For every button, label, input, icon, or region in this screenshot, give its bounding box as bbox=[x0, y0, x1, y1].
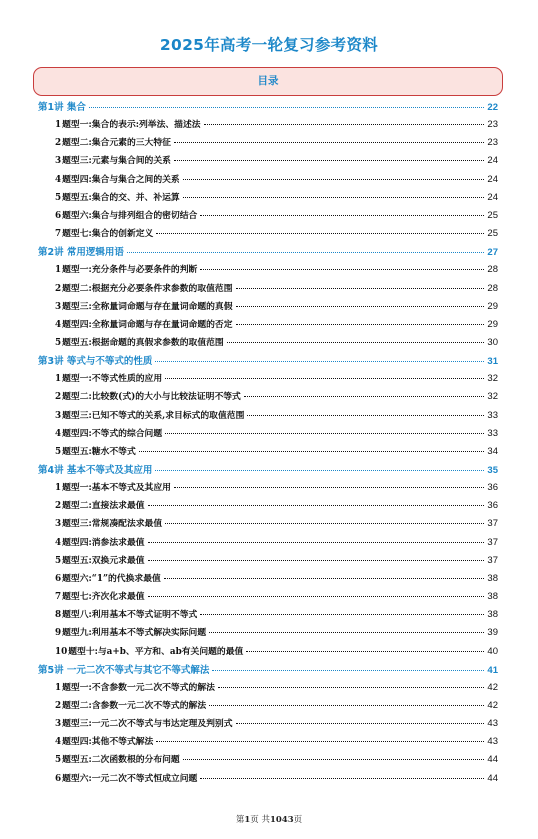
toc-header: 目录 bbox=[33, 67, 503, 96]
dot-leader bbox=[127, 252, 485, 253]
toc-entry-page-number: 43 bbox=[487, 718, 498, 730]
toc-entry-text: 题型三:常规凑配法求最值 bbox=[62, 519, 163, 530]
toc-entry-page-number: 37 bbox=[487, 554, 498, 566]
toc-entry-label bbox=[55, 480, 171, 493]
toc-entry-label bbox=[38, 462, 152, 476]
toc-chapter-entry[interactable] bbox=[38, 244, 498, 260]
toc-item-entry[interactable] bbox=[55, 698, 498, 714]
toc-item-entry[interactable] bbox=[55, 734, 498, 750]
toc-entry-text: 题型八:利用基本不等式证明不等式 bbox=[62, 610, 198, 621]
toc-entry-text: 题型六:一元二次不等式恒成立问题 bbox=[62, 773, 198, 784]
toc-entry-number: 6 bbox=[55, 773, 62, 784]
toc-entry-label bbox=[55, 698, 206, 711]
toc-item-entry[interactable] bbox=[55, 153, 498, 169]
toc-item-entry[interactable] bbox=[55, 589, 498, 605]
toc-entry-page-number: 24 bbox=[487, 191, 498, 203]
dot-leader bbox=[148, 542, 485, 543]
dot-leader bbox=[236, 723, 485, 724]
dot-leader bbox=[148, 505, 485, 506]
toc-item-entry[interactable] bbox=[55, 135, 498, 151]
dot-leader bbox=[218, 687, 485, 688]
dot-leader bbox=[156, 233, 484, 234]
toc-entry-text: 题型一:不含参数一元二次不等式的解法 bbox=[62, 682, 215, 693]
toc-entry-label bbox=[38, 99, 86, 113]
toc-entry-page-number: 29 bbox=[487, 300, 498, 312]
toc-item-entry[interactable] bbox=[55, 644, 498, 660]
toc-entry-number: 6 bbox=[55, 573, 62, 584]
toc-entry-text: 题型三:已知不等式的关系,求目标式的取值范围 bbox=[62, 410, 245, 421]
toc-item-entry[interactable] bbox=[55, 226, 498, 242]
toc-item-entry[interactable] bbox=[55, 317, 498, 333]
toc-entry-text: 题型五:二次函数根的分布问题 bbox=[62, 755, 180, 766]
toc-entry-number: 3 bbox=[55, 519, 62, 530]
toc-entry-label bbox=[38, 662, 209, 676]
toc-item-entry[interactable] bbox=[55, 190, 498, 206]
toc-item-entry[interactable] bbox=[55, 571, 498, 587]
dot-leader bbox=[200, 269, 484, 270]
toc-entry-page-number: 43 bbox=[487, 736, 498, 748]
toc-entry-number: 4 bbox=[55, 428, 62, 439]
toc-item-entry[interactable] bbox=[55, 335, 498, 351]
toc-item-entry[interactable] bbox=[55, 408, 498, 424]
toc-chapter-entry[interactable] bbox=[38, 353, 498, 369]
toc-entry-label bbox=[55, 172, 180, 185]
toc-entry-text: 题型一:集合的表示:列举法、描述法 bbox=[62, 120, 201, 131]
toc-item-entry[interactable] bbox=[55, 262, 498, 278]
toc-entry-label bbox=[55, 680, 215, 693]
toc-entry-number: 5 bbox=[55, 446, 62, 457]
toc-entry-page-number: 40 bbox=[487, 645, 498, 657]
toc-entry-label bbox=[55, 117, 201, 130]
toc-entry-number: 5 bbox=[55, 337, 62, 348]
dot-leader bbox=[165, 523, 484, 524]
toc-entry-label bbox=[55, 516, 162, 529]
toc-entry-number: 2 bbox=[55, 283, 62, 294]
toc-chapter-entry[interactable] bbox=[38, 99, 498, 115]
toc-entry-number: 3 bbox=[55, 410, 62, 421]
toc-entry-label bbox=[55, 408, 244, 421]
toc-item-entry[interactable] bbox=[55, 625, 498, 641]
dot-leader bbox=[139, 451, 485, 452]
dot-leader bbox=[155, 361, 484, 362]
dot-leader bbox=[165, 433, 484, 434]
toc-entry-page-number: 36 bbox=[487, 500, 498, 512]
toc-entry-page-number: 32 bbox=[487, 373, 498, 385]
toc-entry-page-number: 29 bbox=[487, 318, 498, 330]
footer-mid: 页 共 bbox=[250, 815, 270, 825]
dot-leader bbox=[200, 778, 484, 779]
dot-leader bbox=[227, 342, 485, 343]
dot-leader bbox=[148, 596, 485, 597]
toc-entry-label bbox=[55, 771, 197, 784]
toc-entry-page-number: 27 bbox=[487, 247, 498, 259]
toc-entry-text: 题型五:根据命题的真假求参数的取值范围 bbox=[62, 337, 224, 348]
toc-entry-page-number: 25 bbox=[487, 228, 498, 240]
toc-entry-page-number: 34 bbox=[487, 445, 498, 457]
toc-item-entry[interactable] bbox=[55, 716, 498, 732]
toc-entry-label bbox=[55, 335, 224, 348]
toc-chapter-entry[interactable] bbox=[38, 662, 498, 678]
toc-entry-page-number: 24 bbox=[487, 155, 498, 167]
toc-entry-page-number: 28 bbox=[487, 282, 498, 294]
toc-entry-page-number: 30 bbox=[487, 336, 498, 348]
toc-entry-text: 题型六:“1”的代换求最值 bbox=[62, 573, 161, 584]
toc-chapter-entry[interactable] bbox=[38, 462, 498, 478]
page-footer bbox=[0, 813, 538, 825]
toc-entry-text: 题型二:含参数一元二次不等式的解法 bbox=[62, 700, 207, 711]
toc-entry-text: 题型二:比较数(式)的大小与比较法证明不等式 bbox=[62, 392, 241, 403]
dot-leader bbox=[164, 578, 485, 579]
dot-leader bbox=[212, 670, 484, 671]
toc-entry-number: 2 bbox=[55, 392, 62, 403]
toc-entry-label bbox=[55, 135, 171, 148]
dot-leader bbox=[174, 142, 484, 143]
toc-entry-label bbox=[55, 553, 145, 566]
toc-entry-page-number: 44 bbox=[487, 772, 498, 784]
toc-item-entry[interactable] bbox=[55, 607, 498, 623]
dot-leader bbox=[236, 324, 485, 325]
toc-entry-page-number: 37 bbox=[487, 536, 498, 548]
toc-entry-page-number: 25 bbox=[487, 209, 498, 221]
toc-entry-label bbox=[55, 444, 136, 457]
toc-entry-text: 题型四:其他不等式解法 bbox=[62, 737, 154, 748]
toc-entry-page-number: 28 bbox=[487, 264, 498, 276]
toc-entry-label bbox=[55, 226, 153, 239]
dot-leader bbox=[204, 124, 485, 125]
toc-entry-text: 题型七:集合的创新定义 bbox=[62, 229, 154, 240]
toc-entry-label bbox=[55, 498, 145, 511]
toc-entry-text: 题型六:集合与排列组合的密切结合 bbox=[62, 210, 198, 221]
toc-entry-label bbox=[55, 317, 233, 330]
dot-leader bbox=[246, 651, 484, 652]
toc-entry-text: 题型一:基本不等式及其应用 bbox=[62, 483, 171, 494]
toc-entry-label bbox=[55, 208, 197, 221]
toc-entry-number: 2 bbox=[55, 138, 62, 149]
toc-entry-number: 9 bbox=[55, 628, 62, 639]
toc-entry-label bbox=[55, 752, 180, 765]
toc-item-entry[interactable] bbox=[55, 389, 498, 405]
toc-entry-number: 1 bbox=[55, 483, 62, 494]
toc-entry-text: 题型九:利用基本不等式解决实际问题 bbox=[62, 628, 207, 639]
toc-item-entry[interactable] bbox=[55, 208, 498, 224]
dot-leader bbox=[209, 632, 484, 633]
dot-leader bbox=[174, 487, 484, 488]
toc-entry-text: 题型二:集合元素的三大特征 bbox=[62, 138, 171, 149]
toc-entry-text: 题型三:元素与集合间的关系 bbox=[62, 156, 171, 167]
toc-entry-page-number: 36 bbox=[487, 482, 498, 494]
toc-entry-label bbox=[55, 426, 162, 439]
toc-entry-page-number: 31 bbox=[487, 356, 498, 368]
toc-entry-text: 题型四:消参法求最值 bbox=[62, 537, 145, 548]
toc-entry-page-number: 22 bbox=[487, 102, 498, 113]
toc-entry-label bbox=[55, 389, 241, 402]
toc-entry-text: 题型一:充分条件与必要条件的判断 bbox=[62, 265, 198, 276]
toc-entry-number: 6 bbox=[55, 210, 62, 221]
toc-entry-text: 第5讲 一元二次不等式与其它不等式解法 bbox=[38, 664, 210, 676]
toc-item-entry[interactable] bbox=[55, 299, 498, 315]
toc-entry-number: 4 bbox=[55, 537, 62, 548]
toc-entry-page-number: 38 bbox=[487, 609, 498, 621]
toc-entry-label bbox=[55, 281, 233, 294]
toc-entry-page-number: 44 bbox=[487, 754, 498, 766]
toc-entry-number: 8 bbox=[55, 610, 62, 621]
toc-entry-number: 4 bbox=[55, 319, 62, 330]
toc-entry-page-number: 24 bbox=[487, 173, 498, 185]
toc-entry-page-number: 41 bbox=[487, 664, 498, 676]
toc-entry-number: 5 bbox=[55, 555, 62, 566]
toc-entry-page-number: 42 bbox=[487, 699, 498, 711]
toc-entry-number: 3 bbox=[55, 301, 62, 312]
footer-prefix: 第 bbox=[235, 815, 245, 825]
toc-entry-label bbox=[38, 244, 124, 258]
toc-entry-page-number: 23 bbox=[487, 119, 498, 131]
toc-entry-page-number: 42 bbox=[487, 681, 498, 693]
toc-entry-text: 题型二:直接法求最值 bbox=[62, 501, 145, 512]
toc-entry-text: 第1讲 集合 bbox=[38, 102, 86, 113]
toc-item-entry[interactable] bbox=[55, 771, 498, 787]
toc-entry-page-number: 39 bbox=[487, 627, 498, 639]
dot-leader bbox=[183, 759, 485, 760]
toc-item-entry[interactable] bbox=[55, 516, 498, 532]
toc-entry-label bbox=[55, 571, 161, 584]
dot-leader bbox=[165, 378, 484, 379]
dot-leader bbox=[155, 470, 484, 471]
toc-entry-text: 题型四:全称量词命题与存在量词命题的否定 bbox=[62, 319, 233, 330]
toc-item-entry[interactable] bbox=[55, 117, 498, 133]
dot-leader bbox=[174, 160, 484, 161]
toc-entry-number: 3 bbox=[55, 719, 62, 730]
dot-leader bbox=[247, 415, 484, 416]
dot-leader bbox=[89, 107, 485, 108]
dot-leader bbox=[156, 741, 484, 742]
toc-entry-number: 2 bbox=[55, 501, 62, 512]
toc-entry-text: 题型七:齐次化求最值 bbox=[62, 592, 145, 603]
dot-leader bbox=[209, 705, 484, 706]
toc-entry-page-number: 33 bbox=[487, 427, 498, 439]
toc-item-entry[interactable] bbox=[55, 281, 498, 297]
toc-entry-number: 1 bbox=[55, 374, 62, 385]
document-title: 2025年高考一轮复习参考资料 bbox=[159, 36, 379, 54]
toc-item-entry[interactable] bbox=[55, 752, 498, 768]
toc-item-entry[interactable] bbox=[55, 553, 498, 569]
toc-entry-page-number: 32 bbox=[487, 391, 498, 403]
dot-leader bbox=[183, 197, 485, 198]
toc-entry-number: 7 bbox=[55, 592, 62, 603]
toc-entry-text: 题型四:集合与集合之间的关系 bbox=[62, 174, 180, 185]
toc-entry-number: 7 bbox=[55, 229, 62, 240]
toc-entry-text: 题型三:一元二次不等式与韦达定理及判别式 bbox=[62, 719, 233, 730]
dot-leader bbox=[200, 215, 484, 216]
dot-leader bbox=[236, 288, 485, 289]
dot-leader bbox=[183, 179, 485, 180]
toc-entry-number: 4 bbox=[55, 737, 62, 748]
toc-entry-text: 题型一:不等式性质的应用 bbox=[62, 374, 163, 385]
dot-leader bbox=[200, 614, 484, 615]
toc-entry-label bbox=[55, 625, 206, 638]
toc-entry-label bbox=[55, 607, 197, 620]
toc-entry-page-number: 35 bbox=[487, 465, 498, 476]
dot-leader bbox=[236, 306, 485, 307]
toc-item-entry[interactable] bbox=[55, 498, 498, 514]
toc-entry-text: 第4讲 基本不等式及其应用 bbox=[38, 465, 153, 476]
toc-entry-text: 题型十:与a+b、平方和、ab有关问题的最值 bbox=[68, 646, 244, 657]
toc-entry-number: 1 bbox=[55, 682, 62, 693]
dot-leader bbox=[244, 396, 485, 397]
toc-entry-number: 5 bbox=[55, 755, 62, 766]
toc-entry-label bbox=[55, 299, 233, 312]
toc-entry-label bbox=[55, 262, 197, 275]
toc-item-entry[interactable] bbox=[55, 480, 498, 496]
dot-leader bbox=[148, 560, 485, 561]
toc-entry-page-number: 38 bbox=[487, 591, 498, 603]
toc-entry-text: 题型四:不等式的综合问题 bbox=[62, 428, 163, 439]
toc-entry-page-number: 33 bbox=[487, 409, 498, 421]
toc-entry-number: 4 bbox=[55, 174, 62, 185]
toc-entry-page-number: 23 bbox=[487, 137, 498, 149]
toc-item-entry[interactable] bbox=[55, 444, 498, 460]
toc-item-entry[interactable] bbox=[55, 371, 498, 387]
toc-entry-label bbox=[55, 190, 180, 203]
toc-entry-text: 题型二:根据充分必要条件求参数的取值范围 bbox=[62, 283, 233, 294]
toc-entry-label bbox=[55, 644, 243, 657]
toc-entry-number: 1 bbox=[55, 120, 62, 131]
toc-entry-label bbox=[55, 716, 233, 729]
toc-entry-number: 2 bbox=[55, 700, 62, 711]
toc-entry-text: 第3讲 等式与不等式的性质 bbox=[38, 356, 153, 368]
footer-suffix: 页 bbox=[293, 815, 303, 825]
toc-entry-label bbox=[55, 535, 145, 548]
toc-entry-number: 1 bbox=[55, 265, 62, 276]
toc-item-entry[interactable] bbox=[55, 426, 498, 442]
toc-entry-text: 题型五:集合的交、并、补运算 bbox=[62, 192, 180, 203]
toc-entry-label bbox=[55, 371, 162, 384]
toc-item-entry[interactable] bbox=[55, 680, 498, 696]
toc-entry-label bbox=[38, 353, 152, 367]
toc-entry-text: 题型五:糖水不等式 bbox=[62, 446, 136, 457]
toc-entry-label bbox=[55, 589, 145, 602]
toc-entry-number: 3 bbox=[55, 156, 62, 167]
toc-item-entry[interactable] bbox=[55, 535, 498, 551]
toc-entry-number: 10 bbox=[55, 646, 68, 657]
toc-entry-number: 5 bbox=[55, 192, 62, 203]
toc-entry-page-number: 38 bbox=[487, 572, 498, 584]
toc-entry-label bbox=[55, 734, 153, 747]
toc-entry-text: 题型五:双换元求最值 bbox=[62, 555, 145, 566]
toc-entry-label bbox=[55, 153, 171, 166]
footer-current-page: 1 bbox=[244, 815, 251, 825]
footer-total-pages: 1043 bbox=[269, 815, 294, 825]
toc-entry-text: 题型三:全称量词命题与存在量词命题的真假 bbox=[62, 301, 233, 312]
toc-entry-text: 第2讲 常用逻辑用语 bbox=[38, 247, 124, 259]
toc-item-entry[interactable] bbox=[55, 172, 498, 188]
toc-entry-page-number: 37 bbox=[487, 518, 498, 530]
